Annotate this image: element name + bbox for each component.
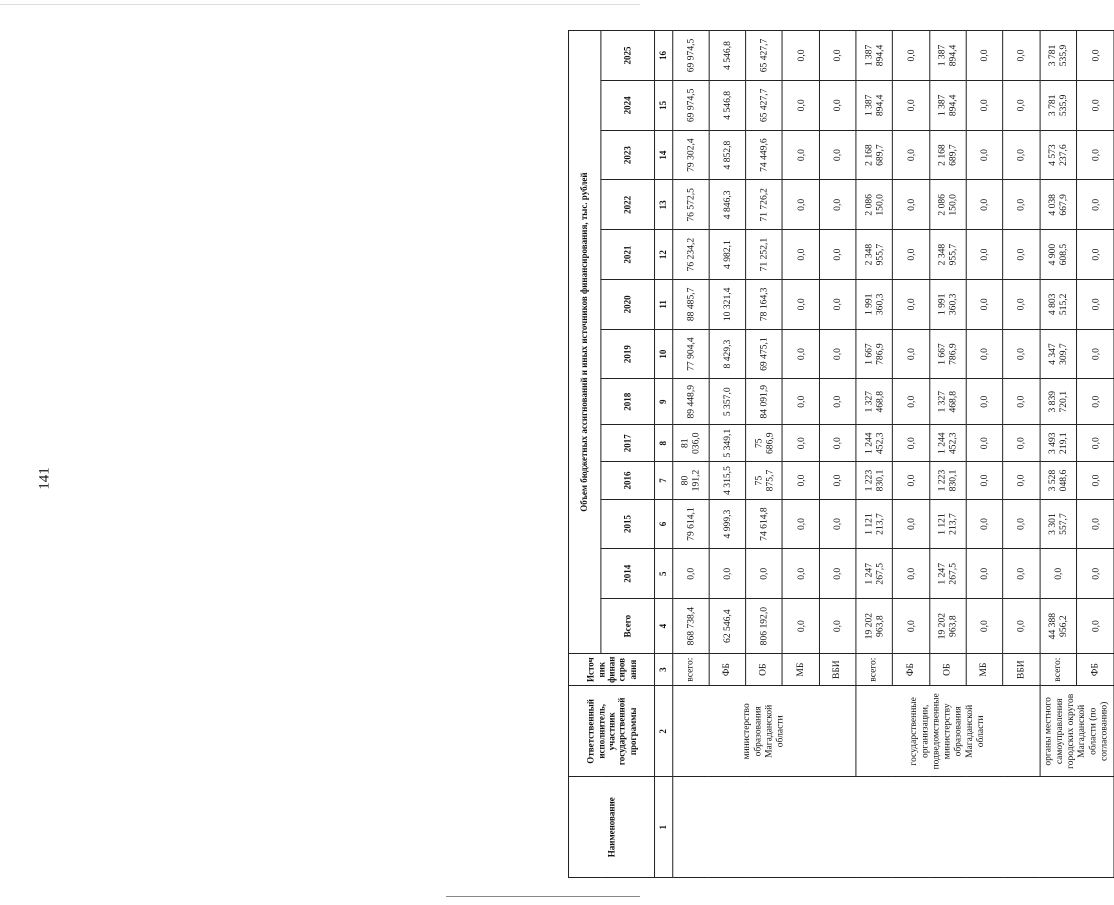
column-index-8: 8 — [655, 425, 672, 462]
executor-cell: министерство образования Магаданской области — [672, 686, 856, 777]
value-cell-2017: 75 686,9 — [746, 425, 783, 462]
value-cell-2016: 1 223 830,1 — [930, 462, 967, 499]
value-cell-2020: 78 164,3 — [746, 279, 783, 329]
value-cell-2016: 1 223 830,1 — [856, 462, 893, 499]
value-cell-2024: 65 427,7 — [746, 80, 783, 130]
value-cell-2024: 3 781 535,9 — [1040, 80, 1077, 130]
source-cell: всего: — [672, 654, 709, 686]
column-index-7: 7 — [655, 462, 672, 499]
column-index-5: 5 — [655, 549, 672, 599]
value-cell-2014: 0,0 — [966, 549, 1003, 599]
value-cell-2021: 4 900 608,5 — [1040, 230, 1077, 280]
column-index-6: 6 — [655, 499, 672, 549]
value-cell-2017: 1 244 452,3 — [856, 425, 893, 462]
value-cell-2015: 0,0 — [1077, 499, 1114, 549]
executor-cell: государственные организации, подведомственные министерству образования Магаданской области — [856, 686, 1040, 777]
value-cell-2018: 0,0 — [783, 379, 820, 425]
value-cell-total: 62 546,4 — [709, 599, 746, 654]
value-cell-2014: 0,0 — [819, 549, 856, 599]
value-cell-2017: 5 349,1 — [709, 425, 746, 462]
value-cell-2022: 0,0 — [893, 180, 930, 230]
source-cell: ВБИ — [1003, 654, 1040, 686]
value-cell-2018: 84 091,9 — [746, 379, 783, 425]
value-cell-2025: 1 387 894,4 — [856, 31, 893, 81]
header-executor: Ответственный исполнитель, участник государственной программы — [569, 686, 655, 777]
source-cell: ОБ — [930, 654, 967, 686]
value-cell-2025: 69 974,5 — [672, 31, 709, 81]
value-cell-2018: 0,0 — [966, 379, 1003, 425]
value-cell-2018: 0,0 — [1003, 379, 1040, 425]
table-row — [672, 31, 709, 878]
value-cell-2022: 0,0 — [819, 180, 856, 230]
source-cell: ВБИ — [819, 654, 856, 686]
value-cell-2019: 8 429,3 — [709, 329, 746, 379]
value-cell-2019: 69 475,1 — [746, 329, 783, 379]
value-cell-2017: 1 244 452,3 — [930, 425, 967, 462]
value-cell-2021: 2 348 955,7 — [856, 230, 893, 280]
header-year-2021: 2021 — [601, 230, 655, 280]
value-cell-2019: 4 347 309,7 — [1040, 329, 1077, 379]
header-total: Всего — [601, 599, 655, 654]
value-cell-2024: 0,0 — [1003, 80, 1040, 130]
value-cell-2020: 10 321,4 — [709, 279, 746, 329]
value-cell-2019: 0,0 — [1003, 329, 1040, 379]
table-body — [569, 31, 1114, 878]
value-cell-2018: 1 327 468,8 — [856, 379, 893, 425]
source-cell: ФБ — [893, 654, 930, 686]
value-cell-2020: 0,0 — [1003, 279, 1040, 329]
source-cell: ФБ — [1077, 654, 1114, 686]
header-year-2015: 2015 — [601, 499, 655, 549]
value-cell-2022: 4 038 667,9 — [1040, 180, 1077, 230]
value-cell-2016: 0,0 — [966, 462, 1003, 499]
value-cell-2023: 4 573 237,6 — [1040, 130, 1077, 180]
value-cell-2025: 0,0 — [893, 31, 930, 81]
value-cell-2018: 0,0 — [1077, 379, 1114, 425]
value-cell-2024: 0,0 — [819, 80, 856, 130]
value-cell-2016: 0,0 — [893, 462, 930, 499]
value-cell-2022: 0,0 — [1003, 180, 1040, 230]
column-index-10: 10 — [655, 329, 672, 379]
value-cell-2023: 0,0 — [819, 130, 856, 180]
value-cell-total: 19 202 963,8 — [856, 599, 893, 654]
column-index-16: 16 — [655, 31, 672, 81]
value-cell-2015: 4 999,3 — [709, 499, 746, 549]
value-cell-2023: 0,0 — [893, 130, 930, 180]
page-number: 141 — [36, 467, 53, 490]
value-cell-2022: 2 086 150,0 — [930, 180, 967, 230]
column-index-9: 9 — [655, 379, 672, 425]
value-cell-2020: 0,0 — [819, 279, 856, 329]
value-cell-total: 806 192,0 — [746, 599, 783, 654]
value-cell-2018: 5 357,0 — [709, 379, 746, 425]
value-cell-2021: 0,0 — [966, 230, 1003, 280]
value-cell-2014: 0,0 — [1003, 549, 1040, 599]
column-index-13: 13 — [655, 180, 672, 230]
value-cell-2019: 0,0 — [893, 329, 930, 379]
source-cell: ОБ — [746, 654, 783, 686]
value-cell-2017: 3 493 219,1 — [1040, 425, 1077, 462]
header-year-2023: 2023 — [601, 130, 655, 180]
value-cell-2025: 0,0 — [1003, 31, 1040, 81]
value-cell-2015: 0,0 — [966, 499, 1003, 549]
value-cell-2020: 0,0 — [893, 279, 930, 329]
value-cell-2023: 74 449,6 — [746, 130, 783, 180]
value-cell-2019: 0,0 — [1077, 329, 1114, 379]
value-cell-total: 868 738,4 — [672, 599, 709, 654]
value-cell-2025: 0,0 — [819, 31, 856, 81]
value-cell-2016: 0,0 — [819, 462, 856, 499]
header-year-2018: 2018 — [601, 379, 655, 425]
value-cell-2022: 0,0 — [783, 180, 820, 230]
column-index-2: 2 — [655, 686, 672, 777]
value-cell-total: 0,0 — [783, 599, 820, 654]
value-cell-total: 44 388 956,2 — [1040, 599, 1077, 654]
value-cell-2015: 1 121 213,7 — [930, 499, 967, 549]
value-cell-2014: 1 247 267,5 — [930, 549, 967, 599]
value-cell-2024: 0,0 — [966, 80, 1003, 130]
value-cell-2022: 0,0 — [966, 180, 1003, 230]
value-cell-2021: 76 234,2 — [672, 230, 709, 280]
header-year-2016: 2016 — [601, 462, 655, 499]
value-cell-total: 0,0 — [966, 599, 1003, 654]
value-cell-2014: 0,0 — [709, 549, 746, 599]
value-cell-2017: 0,0 — [783, 425, 820, 462]
value-cell-2025: 0,0 — [1077, 31, 1114, 81]
value-cell-2016: 80 191,2 — [672, 462, 709, 499]
value-cell-2015: 1 121 213,7 — [856, 499, 893, 549]
value-cell-2015: 3 301 557,7 — [1040, 499, 1077, 549]
source-cell: МБ — [783, 654, 820, 686]
value-cell-2017: 0,0 — [893, 425, 930, 462]
value-cell-2021: 0,0 — [1003, 230, 1040, 280]
value-cell-2017: 81 036,0 — [672, 425, 709, 462]
value-cell-2025: 65 427,7 — [746, 31, 783, 81]
value-cell-2014: 0,0 — [672, 549, 709, 599]
value-cell-2023: 0,0 — [783, 130, 820, 180]
value-cell-2015: 0,0 — [893, 499, 930, 549]
value-cell-total: 0,0 — [1003, 599, 1040, 654]
value-cell-2018: 1 327 468,8 — [930, 379, 967, 425]
value-cell-2018: 0,0 — [819, 379, 856, 425]
value-cell-2014: 0,0 — [1077, 549, 1114, 599]
value-cell-2021: 0,0 — [819, 230, 856, 280]
value-cell-2021: 4 982,1 — [709, 230, 746, 280]
value-cell-2015: 0,0 — [783, 499, 820, 549]
value-cell-2021: 2 348 955,7 — [930, 230, 967, 280]
value-cell-2023: 2 168 689,7 — [856, 130, 893, 180]
value-cell-2024: 0,0 — [783, 80, 820, 130]
value-cell-2020: 0,0 — [1077, 279, 1114, 329]
value-cell-2014: 0,0 — [783, 549, 820, 599]
value-cell-total: 19 202 963,8 — [930, 599, 967, 654]
table-rotated-wrapper — [568, 30, 1114, 878]
value-cell-2016: 4 315,5 — [709, 462, 746, 499]
value-cell-2022: 71 726,2 — [746, 180, 783, 230]
source-cell: всего: — [856, 654, 893, 686]
budget-table — [568, 30, 1114, 878]
value-cell-2016: 3 528 048,6 — [1040, 462, 1077, 499]
value-cell-2016: 75 875,7 — [746, 462, 783, 499]
source-cell: МБ — [966, 654, 1003, 686]
table-row — [856, 31, 893, 878]
value-cell-2014: 0,0 — [1040, 549, 1077, 599]
value-cell-2024: 0,0 — [1077, 80, 1114, 130]
header-year-2017: 2017 — [601, 425, 655, 462]
value-cell-total: 0,0 — [893, 599, 930, 654]
value-cell-2017: 0,0 — [819, 425, 856, 462]
value-cell-2015: 74 614,8 — [746, 499, 783, 549]
value-cell-2023: 79 302,4 — [672, 130, 709, 180]
column-index-12: 12 — [655, 230, 672, 280]
value-cell-2015: 79 614,1 — [672, 499, 709, 549]
value-cell-2021: 71 252,1 — [746, 230, 783, 280]
value-cell-2018: 89 448,9 — [672, 379, 709, 425]
value-cell-total: 0,0 — [1077, 599, 1114, 654]
value-cell-2020: 4 803 515,2 — [1040, 279, 1077, 329]
value-cell-2019: 77 904,4 — [672, 329, 709, 379]
page-edge-line-top — [0, 4, 640, 5]
header-year-2022: 2022 — [601, 180, 655, 230]
value-cell-2018: 3 839 720,1 — [1040, 379, 1077, 425]
value-cell-2021: 0,0 — [783, 230, 820, 280]
value-cell-2016: 0,0 — [783, 462, 820, 499]
value-cell-2023: 4 852,8 — [709, 130, 746, 180]
value-cell-2024: 0,0 — [893, 80, 930, 130]
value-cell-2020: 1 991 360,3 — [856, 279, 893, 329]
value-cell-2025: 3 781 535,9 — [1040, 31, 1077, 81]
value-cell-2016: 0,0 — [1003, 462, 1040, 499]
value-cell-2019: 0,0 — [966, 329, 1003, 379]
header-year-2020: 2020 — [601, 279, 655, 329]
value-cell-2015: 0,0 — [1003, 499, 1040, 549]
header-year-2025: 2025 — [601, 31, 655, 81]
header-year-2019: 2019 — [601, 329, 655, 379]
value-cell-2023: 0,0 — [966, 130, 1003, 180]
value-cell-2016: 0,0 — [1077, 462, 1114, 499]
value-cell-2025: 0,0 — [783, 31, 820, 81]
value-cell-2023: 0,0 — [1077, 130, 1114, 180]
value-cell-2022: 0,0 — [1077, 180, 1114, 230]
column-index-1: 1 — [655, 777, 672, 878]
value-cell-2025: 1 387 894,4 — [930, 31, 967, 81]
value-cell-2018: 0,0 — [893, 379, 930, 425]
value-cell-2020: 0,0 — [966, 279, 1003, 329]
header-funding-group: Объем бюджетных ассигнований и иных источников финансирования, тыс. рублей — [569, 31, 601, 654]
column-index-14: 14 — [655, 130, 672, 180]
value-cell-2019: 0,0 — [819, 329, 856, 379]
value-cell-2015: 0,0 — [819, 499, 856, 549]
header-year-2024: 2024 — [601, 80, 655, 130]
column-index-15: 15 — [655, 80, 672, 130]
value-cell-2020: 1 991 360,3 — [930, 279, 967, 329]
column-index-11: 11 — [655, 279, 672, 329]
value-cell-total: 0,0 — [819, 599, 856, 654]
page-edge-line — [446, 896, 640, 897]
section-name-cell — [672, 777, 1114, 878]
source-cell: всего: — [1040, 654, 1077, 686]
value-cell-2014: 0,0 — [893, 549, 930, 599]
value-cell-2022: 76 572,5 — [672, 180, 709, 230]
value-cell-2019: 1 667 786,9 — [930, 329, 967, 379]
value-cell-2024: 1 387 894,4 — [856, 80, 893, 130]
header-year-2014: 2014 — [601, 549, 655, 599]
value-cell-2017: 0,0 — [1077, 425, 1114, 462]
source-cell: ФБ — [709, 654, 746, 686]
value-cell-2023: 0,0 — [1003, 130, 1040, 180]
value-cell-2022: 4 846,3 — [709, 180, 746, 230]
value-cell-2022: 2 086 150,0 — [856, 180, 893, 230]
column-index-4: 4 — [655, 599, 672, 654]
header-source: Источник финансирования — [569, 654, 655, 686]
value-cell-2023: 2 168 689,7 — [930, 130, 967, 180]
value-cell-2017: 0,0 — [966, 425, 1003, 462]
header-name: Наименование — [569, 777, 655, 878]
value-cell-2020: 0,0 — [783, 279, 820, 329]
value-cell-2020: 88 485,7 — [672, 279, 709, 329]
value-cell-2021: 0,0 — [1077, 230, 1114, 280]
value-cell-2014: 1 247 267,5 — [856, 549, 893, 599]
column-index-3: 3 — [655, 654, 672, 686]
executor-cell: органы местного самоуправления городских округов Магаданской области (по согласованию) — [1040, 686, 1114, 777]
value-cell-2021: 0,0 — [893, 230, 930, 280]
value-cell-2014: 0,0 — [746, 549, 783, 599]
value-cell-2024: 4 546,8 — [709, 80, 746, 130]
table-row — [1040, 31, 1077, 878]
value-cell-2025: 4 546,8 — [709, 31, 746, 81]
value-cell-2024: 1 387 894,4 — [930, 80, 967, 130]
value-cell-2017: 0,0 — [1003, 425, 1040, 462]
value-cell-2019: 1 667 786,9 — [856, 329, 893, 379]
value-cell-2025: 0,0 — [966, 31, 1003, 81]
value-cell-2024: 69 974,5 — [672, 80, 709, 130]
value-cell-2019: 0,0 — [783, 329, 820, 379]
